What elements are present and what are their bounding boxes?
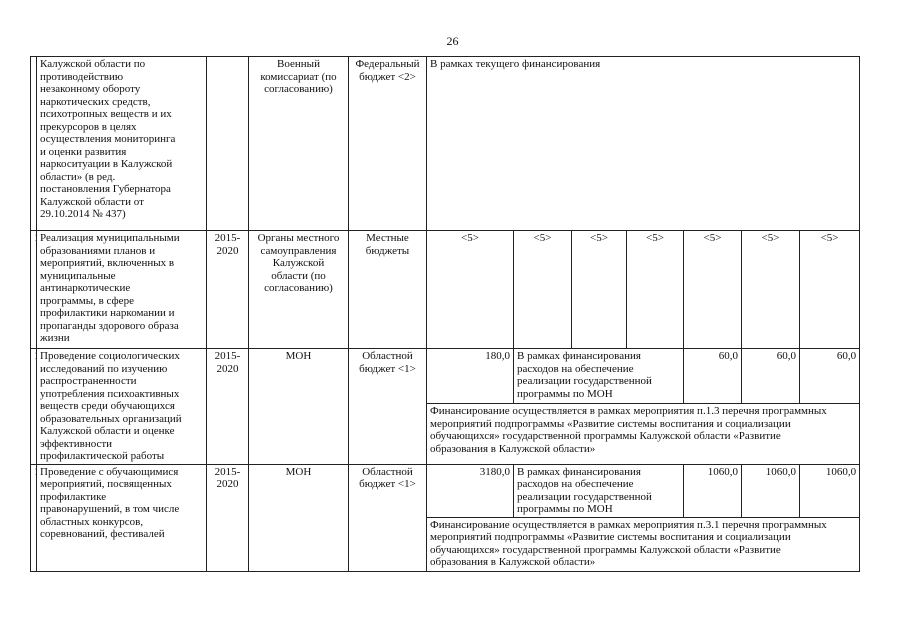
- source-cell: Федеральный бюджет <2>: [349, 57, 427, 231]
- period-cell: 2015- 2020: [207, 349, 249, 465]
- executor-cell: МОН: [249, 349, 349, 465]
- value-cell: <5>: [514, 231, 572, 349]
- period-cell: 2015- 2020: [207, 464, 249, 571]
- measure-cell: Реализация муниципальными образованиями планов и мероприятий, включенных в муниципальные антинаркотические программы, в сфере профилактики наркомании и пропаганды здорового образа жизни: [37, 231, 207, 349]
- period-cell: 2015- 2020: [207, 231, 249, 349]
- year-value-cell: 60,0: [742, 349, 800, 404]
- note-cell: В рамках финансирования расходов на обеспечение реализации государственной программы по МОН: [514, 349, 684, 404]
- value-cell: <5>: [427, 231, 514, 349]
- period-cell: [207, 57, 249, 231]
- financing-text-cell: Финансирование осуществляется в рамках мероприятия п.1.3 перечня программных мероприятий подпрограммы «Развитие системы воспитания и социализации обучающихся» государственной программы Калужской области «Развитие образования в Калужской области»: [427, 404, 860, 464]
- executor-cell: МОН: [249, 464, 349, 571]
- value-cell: <5>: [742, 231, 800, 349]
- executor-cell: Органы местного самоуправления Калужской области (по согласованию): [249, 231, 349, 349]
- measure-cell: Калужской области по противодействию незаконному обороту наркотических средств, психотропных веществ и их прекурсоров в целях осуществления мониторинга и оценки развития наркоситуации в Калужской области» (в ред. постановления Губернатора Калужской области от 29.10.2014 № 437): [37, 57, 207, 231]
- table-row-1-5: [31, 349, 860, 404]
- table-row-1-6: [31, 464, 860, 517]
- source-cell: Областной бюджет <1>: [349, 349, 427, 465]
- measure-cell: Проведение с обучающимися мероприятий, посвященных профилактике правонарушений, в том числе областных конкурсов, соревнований, фестивалей: [37, 464, 207, 571]
- value-cell: <5>: [800, 231, 860, 349]
- year-value-cell: 1060,0: [684, 464, 742, 517]
- source-cell: Местные бюджеты: [349, 231, 427, 349]
- executor-cell: Военный комиссариат (по согласованию): [249, 57, 349, 231]
- program-measures-table: [30, 56, 860, 572]
- value-cell: <5>: [572, 231, 627, 349]
- financing-text-cell: Финансирование осуществляется в рамках мероприятия п.3.1 перечня программных мероприятий подпрограммы «Развитие системы воспитания и социализации обучающихся» государственной программы Калужской области «Развитие образования в Калужской области»: [427, 517, 860, 571]
- measure-cell: Проведение социологических исследований по изучению распространенности употребления психоактивных веществ среди обучающихся образовательных организаций Калужской области и оценке эффективности профилактической работы: [37, 349, 207, 465]
- note-cell: В рамках финансирования расходов на обеспечение реализации государственной программы по МОН: [514, 464, 684, 517]
- year-value-cell: 1060,0: [800, 464, 860, 517]
- year-value-cell: 60,0: [684, 349, 742, 404]
- year-value-cell: 1060,0: [742, 464, 800, 517]
- year-value-cell: 60,0: [800, 349, 860, 404]
- total-cell: 3180,0: [427, 464, 514, 517]
- value-cell: <5>: [684, 231, 742, 349]
- table-row-1-4: [31, 231, 860, 349]
- financing-cell: В рамках текущего финансирования: [427, 57, 860, 231]
- source-cell: Областной бюджет <1>: [349, 464, 427, 571]
- value-cell: <5>: [627, 231, 684, 349]
- table-row-continuation: [31, 57, 860, 231]
- total-cell: 180,0: [427, 349, 514, 404]
- page-number: 26: [446, 34, 459, 48]
